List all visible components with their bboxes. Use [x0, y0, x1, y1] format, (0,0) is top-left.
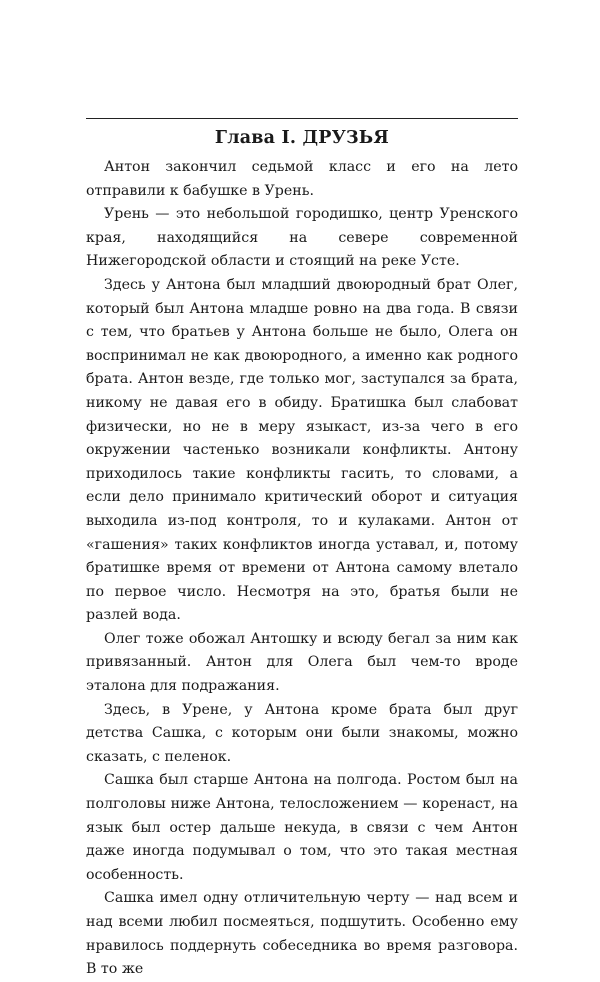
- paragraph: Антон закончил седьмой класс и его на лето отправили к бабушке в Урень.: [86, 159, 518, 199]
- paragraph: Сашка имел одну отличительную черту — над всем и над всеми любил посмеяться, подшутить. Особенно ему нравилось поддернуть собеседника во время разговора. В то же: [86, 890, 518, 978]
- chapter-title: Глава I. ДРУЗЬЯ: [214, 128, 390, 148]
- paragraph: Здесь, в Урене, у Антона кроме брата был друг детства Сашка, с которым они были знакомы, можно сказать, с пеленок.: [86, 701, 518, 765]
- chapter-body: [86, 156, 518, 982]
- paragraph: Сашка был старше Антона на полгода. Ростом был на полголовы ниже Антона, телосложением — коренаст, на язык был остер дальше некуда, в связи с чем Антон даже иногда подумывал о том, что это такая местная особенность.: [86, 772, 518, 883]
- paragraph: Здесь у Антона был младший двоюродный брат Олег, который был Антона младше ровно на два года. В связи с тем, что братьев у Антона больше не было, Олега он воспринимал не как двоюродного, а именно как родного брата. Антон везде, где только мог, заступался за брата, никому не давая его в обиду. Братишка был слабоват физически, но не в меру языкаст, из-за чего в его окружении частенько возникали конфликты. Антону приходилось такие конфликты гасить, то словами, а если дело принимало критический оборот и ситуация выходила из-под контроля, то и кулаками. Антон от «гашения» таких конфликтов иногда уставал, и, потому братишке время от времени от Антона самому влетало по первое число. Несмотря на это, братья были не разлей вода.: [86, 276, 518, 624]
- paragraph: Урень — это небольшой городишко, центр Уренского края, находящийся на севере современной Нижегородской области и стоящий на реке Усте.: [86, 206, 518, 270]
- book-page: [86, 118, 518, 982]
- header-rule: [86, 118, 518, 119]
- paragraph: Олег тоже обожал Антошку и всюду бегал за ним как привязанный. Антон для Олега был чем-то вроде эталона для подражания.: [86, 630, 518, 695]
